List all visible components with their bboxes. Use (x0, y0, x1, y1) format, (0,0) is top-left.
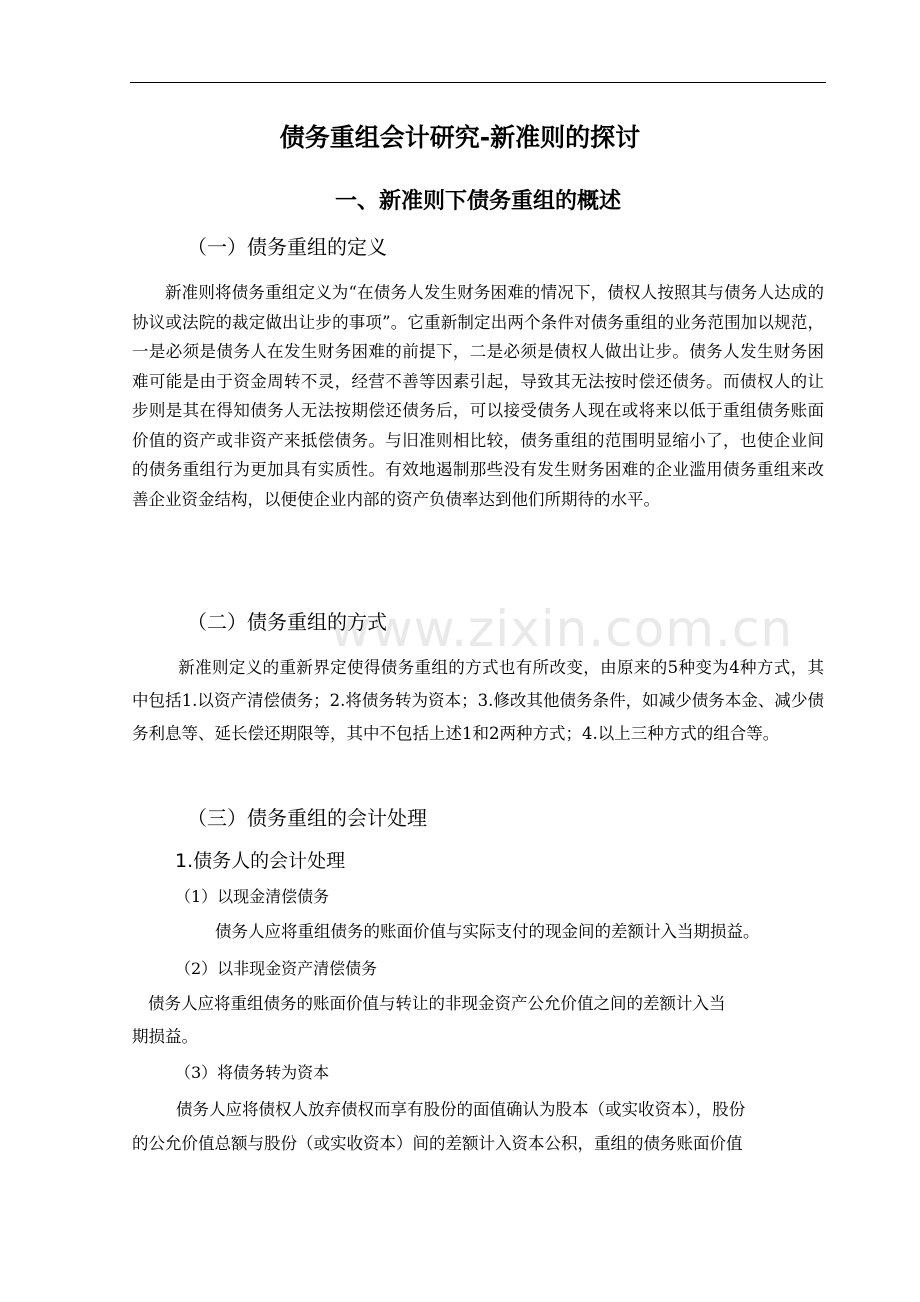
definition-paragraph: 新准则将债务重组定义为“在债务人发生财务困难的情况下，债权人按照其与债务人达成的协议或法院的裁定做出让步的事项”。它重新制定出两个条件对债务重组的业务范围加以规范，一是必须是债务人在发生财务困难的前提下，二是必须是债权人做出让步。债务人发生财务困难可能是由于资金周转不灵，经营不善等因素引起，导致其无法按时偿还债务。而债权人的让步则是其在得知债务人无法按期偿还债务后，可以接受债务人现在或将来以低于重组债务账面价值的资产或非资产来抵偿债务。与旧准则相比较，债务重组的范围明显缩小了，也使企业间的债务重组行为更加具有实质性。有效地遏制那些没有发生财务困难的企业滥用债务重组来改善企业资金结构，以便使企业内部的资产负债率达到他们所期待的水平。 (132, 283, 824, 509)
case3-line1: 债务人应将债权人放弃债权而享有股份的面值确认为股本（或实收资本），股份 (176, 1100, 746, 1119)
document-title: 债务重组会计研究-新准则的探讨 (279, 123, 641, 152)
subsection-heading-definition: （一）债务重组的定义 (187, 235, 387, 259)
subsection-heading-methods: （二）债务重组的方式 (187, 610, 387, 634)
case3-line2: 的公允价值总额与股份（或实收资本）间的差额计入资本公积，重组的债务账面价值 (132, 1134, 743, 1153)
case3-label: （3）将债务转为资本 (175, 1063, 330, 1082)
subsection-heading-accounting: （三）债务重组的会计处理 (187, 806, 427, 830)
header-rule (130, 82, 826, 83)
case1-label: （1）以现金清偿债务 (175, 887, 330, 906)
debtor-accounting-heading: 1.债务人的会计处理 (175, 850, 346, 872)
case2-line2: 期损益。 (132, 1027, 198, 1046)
methods-paragraph: 新准则定义的重新界定使得债务重组的方式也有所改变，由原来的5种变为4种方式，其中包括1.以资产清偿债务；2.将债务转为资本；3.修改其他债务条件，如减少债务本金、减少债务利息等、延长偿还期限等，其中不包括上述1和2两种方式；4.以上三种方式的组合等。 (132, 658, 824, 743)
watermark: www.zixin.com.cn (330, 600, 794, 658)
case2-label: （2）以非现金资产清偿债务 (175, 959, 378, 978)
section-heading: 一、新准则下债务重组的概述 (334, 189, 621, 214)
case2-line1: 债务人应将重组债务的账面价值与转让的非现金资产公允价值之间的差额计入当 (148, 994, 726, 1013)
case1-text: 债务人应将重组债务的账面价值与实际支付的现金间的差额计入当期损益。 (215, 922, 760, 941)
